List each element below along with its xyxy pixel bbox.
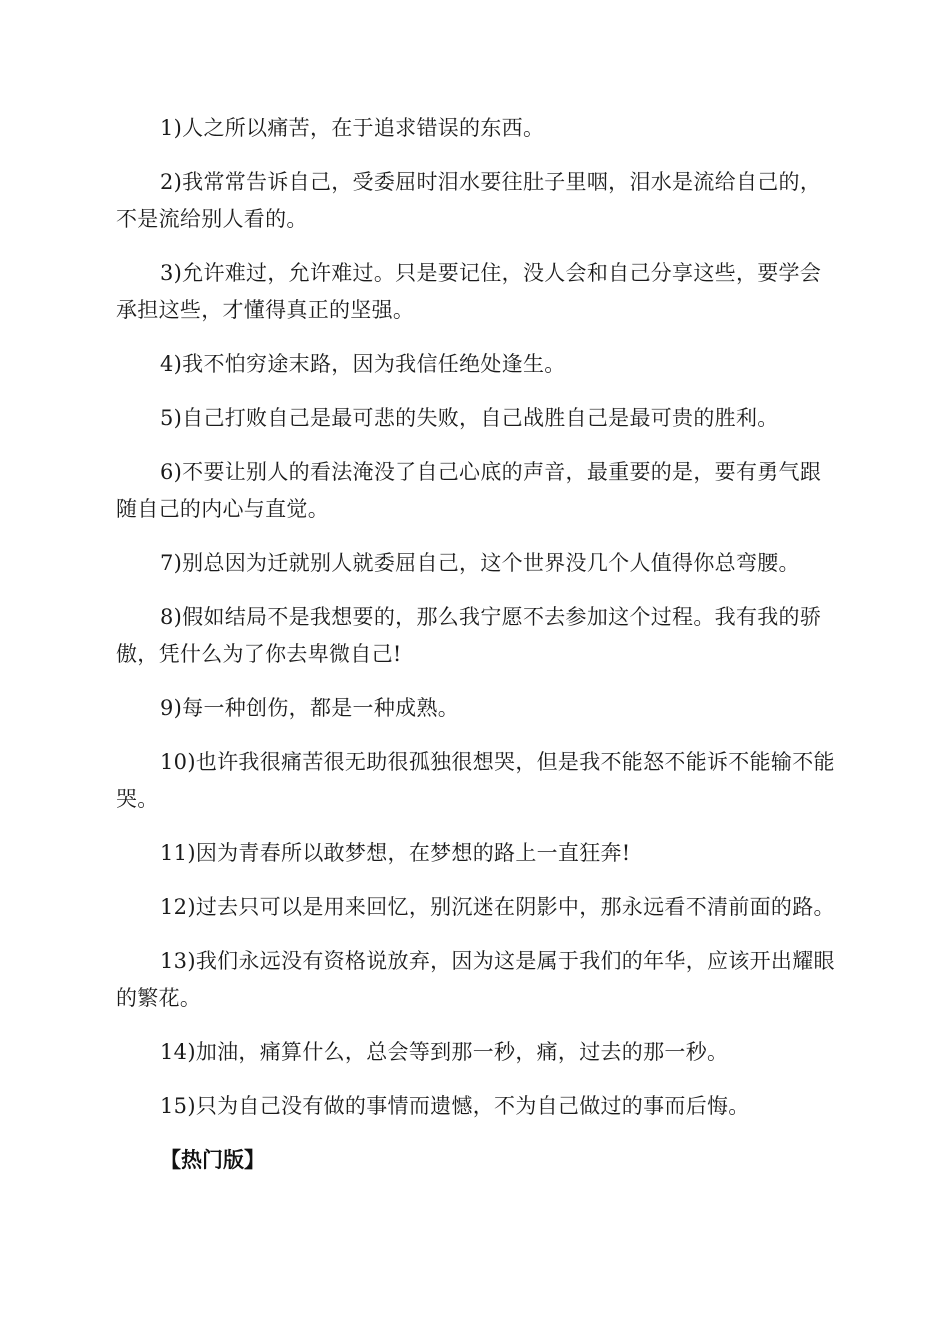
quote-paragraph-15: 15)只为自己没有做的事情而遗憾，不为自己做过的事而后悔。: [160, 1094, 750, 1118]
quote-paragraph-13: 13)我们永远没有资格说放弃，因为这是属于我们的年华，应该开出耀眼的繁花。: [116, 949, 835, 1010]
quote-paragraph-3: 3)允许难过，允许难过。只是要记住，没人会和自己分享这些，要学会承担这些，才懂得真正的坚强。: [116, 261, 822, 322]
quote-paragraph-10: 10)也许我很痛苦很无助很孤独很想哭，但是我不能怒不能诉不能输不能哭。: [116, 750, 835, 811]
section-heading: 【热门版】: [160, 1148, 265, 1172]
quote-paragraph-2: 2)我常常告诉自己，受委屈时泪水要往肚子里咽，泪水是流给自己的，不是流给别人看的。: [116, 170, 822, 231]
quote-paragraph-11: 11)因为青春所以敢梦想，在梦想的路上一直狂奔!: [160, 841, 631, 865]
quote-paragraph-7: 7)别总因为迁就别人就委屈自己，这个世界没几个人值得你总弯腰。: [160, 551, 800, 575]
quote-paragraph-9: 9)每一种创伤，都是一种成熟。: [160, 696, 460, 720]
quote-paragraph-8: 8)假如结局不是我想要的，那么我宁愿不去参加这个过程。我有我的骄傲，凭什么为了你去卑微自己!: [116, 605, 822, 666]
quote-paragraph-12: 12)过去只可以是用来回忆，别沉迷在阴影中，那永远看不清前面的路。: [160, 895, 835, 919]
quote-paragraph-6: 6)不要让别人的看法淹没了自己心底的声音，最重要的是，要有勇气跟随自己的内心与直觉。: [116, 460, 822, 521]
document-body: [116, 110, 836, 1179]
quote-paragraph-4: 4)我不怕穷途末路，因为我信任绝处逢生。: [160, 352, 566, 376]
quote-paragraph-14: 14)加油，痛算什么，总会等到那一秒，痛，过去的那一秒。: [160, 1040, 729, 1064]
quote-paragraph-1: 1)人之所以痛苦，在于追求错误的东西。: [160, 116, 545, 140]
quote-paragraph-5: 5)自己打败自己是最可悲的失败，自己战胜自己是最可贵的胜利。: [160, 406, 779, 430]
